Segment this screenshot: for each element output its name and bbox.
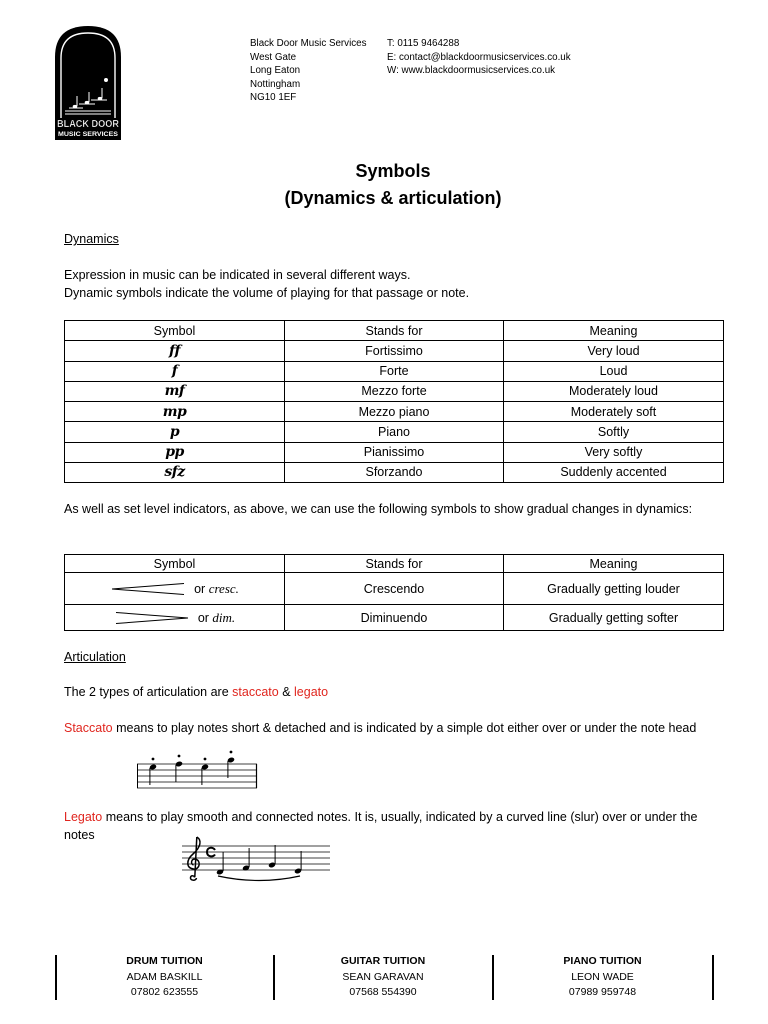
- meaning-cell: Gradually getting louder: [504, 573, 724, 605]
- staccato-dot: [152, 758, 155, 761]
- meaning-cell: Softly: [504, 422, 724, 442]
- legato-term: Legato: [64, 810, 103, 824]
- column-header-stands-for: Stands for: [285, 555, 504, 573]
- address-postcode: NG10 1EF: [250, 92, 297, 103]
- gradual-dynamics-table: [64, 554, 724, 631]
- dynamic-symbol: mp: [162, 403, 187, 420]
- footer-column-piano: [493, 954, 712, 1001]
- staccato-note: [149, 758, 157, 785]
- tutor-phone: 07802 623555: [130, 986, 199, 998]
- black-door-logo-icon: [55, 26, 121, 140]
- table-row: [65, 605, 724, 631]
- crescendo-hairpin-icon: [110, 582, 186, 596]
- contact-phone: T: 0115 9464288: [387, 38, 460, 49]
- cresc-abbreviation: cresc.: [208, 580, 239, 596]
- stands-for-cell: Fortissimo: [285, 341, 504, 361]
- tutor-name: ADAM BASKILL: [126, 970, 203, 983]
- slur: [218, 876, 300, 881]
- stands-for-cell: Crescendo: [285, 573, 504, 605]
- stands-for-cell: Mezzo forte: [285, 381, 504, 401]
- address-block: [250, 37, 367, 105]
- table-header-row: [65, 555, 724, 573]
- staccato-notes-staff-icon: [137, 748, 258, 792]
- intro-line: Dynamic symbols indicate the volume of playing for that passage or note.: [64, 286, 470, 300]
- staccato-term: Staccato: [64, 721, 113, 735]
- or-label: or: [194, 581, 206, 596]
- column-header-meaning: Meaning: [504, 321, 724, 341]
- meaning-cell: Loud: [504, 361, 724, 381]
- stands-for-cell: Pianissimo: [285, 442, 504, 462]
- page-title: [193, 158, 593, 212]
- stands-for-cell: Forte: [285, 361, 504, 381]
- tutor-name: LEON WADE: [571, 970, 634, 983]
- articulation-types-line: [64, 683, 328, 701]
- symbol-cell: [65, 341, 285, 361]
- legato-slurred-notes-staff-icon: [180, 834, 332, 882]
- staccato-dot: [178, 755, 181, 758]
- title-line2: (Dynamics & articulation): [284, 188, 502, 208]
- meaning-cell: Very softly: [504, 442, 724, 462]
- gradual-intro: As well as set level indicators, as above, we can use the following symbols to show gradual changes in dynamics:: [64, 502, 693, 516]
- staccato-note: [201, 758, 209, 785]
- stands-for-cell: Sforzando: [285, 462, 504, 482]
- table-row: [65, 402, 724, 422]
- articulation-heading: Articulation: [64, 650, 126, 664]
- types-prefix: The 2 types of articulation are: [64, 685, 233, 699]
- legato-note: [242, 848, 250, 871]
- column-header-meaning: Meaning: [504, 555, 724, 573]
- dim-abbreviation: dim.: [212, 609, 236, 625]
- column-header-symbol: Symbol: [65, 321, 285, 341]
- dynamic-symbol: mf: [164, 383, 185, 400]
- footer-divider: [712, 955, 714, 1000]
- tuition-title: DRUM TUITION: [126, 955, 203, 967]
- symbol-cell: [65, 381, 285, 401]
- table-row: [65, 442, 724, 462]
- dynamics-table: [64, 320, 724, 483]
- table-row: [65, 462, 724, 482]
- tuition-title: GUITAR TUITION: [340, 955, 426, 967]
- staccato-paragraph: [64, 719, 728, 737]
- meaning-cell: Suddenly accented: [504, 462, 724, 482]
- treble-clef-icon: [188, 837, 200, 880]
- logo-text-line2: MUSIC SERVICES: [58, 131, 119, 138]
- table-header-row: [65, 321, 724, 341]
- table-row: [65, 361, 724, 381]
- meaning-cell: Very loud: [504, 341, 724, 361]
- meaning-cell: Moderately loud: [504, 381, 724, 401]
- stands-for-cell: Mezzo piano: [285, 402, 504, 422]
- diminuendo-hairpin-icon: [114, 611, 190, 625]
- tutor-name: SEAN GARAVAN: [342, 970, 424, 983]
- tuition-title: PIANO TUITION: [563, 955, 642, 967]
- column-header-stands-for: Stands for: [285, 321, 504, 341]
- tutor-phone: 07989 959748: [568, 986, 637, 998]
- footer-column-guitar: [274, 954, 492, 1001]
- address-city: Nottingham: [250, 78, 301, 90]
- dynamic-symbol: pp: [165, 444, 184, 461]
- symbol-cell: [65, 422, 285, 442]
- dynamic-symbol: f: [171, 363, 178, 380]
- column-header-symbol: Symbol: [65, 555, 285, 573]
- table-row: [65, 341, 724, 361]
- symbol-cell: [65, 361, 285, 381]
- dynamics-intro: [64, 266, 469, 302]
- address-line: West Gate: [250, 51, 297, 63]
- contact-email: E: contact@blackdoormusicservices.co.uk: [387, 51, 571, 63]
- footer-column-drum: [56, 954, 273, 1001]
- staccato-dot: [204, 758, 207, 761]
- company-name: Black Door Music Services: [250, 38, 367, 49]
- staccato-dot: [230, 751, 233, 754]
- meaning-cell: Moderately soft: [504, 402, 724, 422]
- legato-note: [268, 845, 276, 868]
- legato-note: [294, 851, 302, 874]
- table-row: [65, 422, 724, 442]
- title-line1: Symbols: [355, 161, 431, 181]
- dynamic-symbol: ff: [168, 342, 181, 359]
- staccato-description: means to play notes short & detached and is indicated by a simple dot either over or under the note head: [112, 721, 697, 735]
- tutor-phone: 07568 554390: [349, 986, 417, 998]
- legato-term: legato: [294, 685, 329, 699]
- dynamics-heading: Dynamics: [64, 232, 119, 246]
- legato-description: means to play smooth and connected notes. It is, usually, indicated by a curved line (slur) over or under the notes: [64, 810, 698, 842]
- contact-website: W: www.blackdoormusicservices.co.uk: [387, 65, 556, 76]
- stands-for-cell: Piano: [285, 422, 504, 442]
- address-line: Long Eaton: [250, 65, 301, 76]
- table-row: [65, 381, 724, 401]
- symbol-cell: [65, 442, 285, 462]
- logo-text-line1: BLACK DOOR: [57, 119, 120, 130]
- symbol-cell: [65, 462, 285, 482]
- door-knob: [104, 78, 108, 82]
- stands-for-cell: Diminuendo: [285, 605, 504, 631]
- dynamic-symbol: sfz: [164, 464, 185, 481]
- contact-block: [387, 37, 571, 78]
- symbol-cell: [65, 402, 285, 422]
- legato-paragraph: [64, 808, 728, 844]
- types-joiner: &: [278, 685, 295, 699]
- or-label: or: [197, 610, 209, 625]
- symbol-cell: [65, 605, 285, 631]
- staccato-term: staccato: [232, 685, 279, 699]
- intro-line: Expression in music can be indicated in several different ways.: [64, 268, 411, 282]
- table-row: [65, 573, 724, 605]
- meaning-cell: Gradually getting softer: [504, 605, 724, 631]
- staccato-note: [175, 755, 183, 782]
- symbol-cell: [65, 573, 285, 605]
- staff-lines: [182, 846, 330, 870]
- dynamic-symbol: p: [169, 423, 180, 440]
